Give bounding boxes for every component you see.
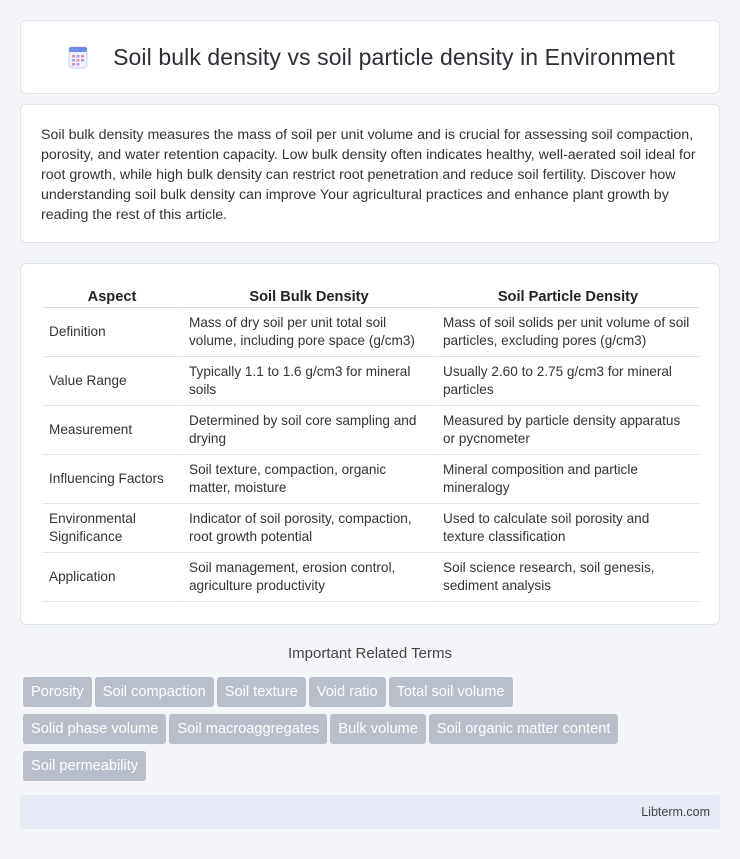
table-header-row xyxy=(43,282,699,308)
table-cell: Soil science research, soil genesis, sediment analysis xyxy=(435,553,699,602)
column-header: Aspect xyxy=(43,282,181,308)
header-card xyxy=(20,20,720,94)
table-row xyxy=(43,504,699,553)
table-cell: Usually 2.60 to 2.75 g/cm3 for mineral particles xyxy=(435,357,699,406)
table-cell: Mass of soil solids per unit volume of soil particles, excluding pores (g/cm3) xyxy=(435,308,699,357)
related-term-tag[interactable]: Total soil volume xyxy=(389,677,513,707)
column-header: Soil Particle Density xyxy=(435,282,699,308)
table-cell: Used to calculate soil porosity and texture classification xyxy=(435,504,699,553)
column-header: Soil Bulk Density xyxy=(181,282,435,308)
table-cell: Environmental Significance xyxy=(43,504,181,553)
intro-card xyxy=(20,104,720,243)
table-cell: Determined by soil core sampling and drying xyxy=(181,406,435,455)
table-cell: Indicator of soil porosity, compaction, root growth potential xyxy=(181,504,435,553)
table-cell: Measured by particle density apparatus or pycnometer xyxy=(435,406,699,455)
related-term-tag[interactable]: Porosity xyxy=(23,677,92,707)
table-cell: Soil texture, compaction, organic matter, moisture xyxy=(181,455,435,504)
footer-brand-link[interactable]: Libterm.com xyxy=(641,805,710,819)
table-row xyxy=(43,455,699,504)
page-title: Soil bulk density vs soil particle density in Environment xyxy=(113,43,675,70)
related-terms-title: Important Related Terms xyxy=(288,645,452,662)
related-terms-list xyxy=(23,677,723,788)
related-term-tag[interactable]: Soil compaction xyxy=(95,677,214,707)
related-term-tag[interactable]: Solid phase volume xyxy=(23,714,166,744)
table-cell: Influencing Factors xyxy=(43,455,181,504)
table-row xyxy=(43,406,699,455)
related-term-tag[interactable]: Soil organic matter content xyxy=(429,714,619,744)
table-cell: Mass of dry soil per unit total soil volume, including pore space (g/cm3) xyxy=(181,308,435,357)
table-cell: Value Range xyxy=(43,357,181,406)
table-cell: Definition xyxy=(43,308,181,357)
table-cell: Mineral composition and particle mineralogy xyxy=(435,455,699,504)
related-term-tag[interactable]: Soil permeability xyxy=(23,751,146,781)
related-term-tag[interactable]: Bulk volume xyxy=(330,714,426,744)
table-row xyxy=(43,553,699,602)
table-cell: Measurement xyxy=(43,406,181,455)
footer xyxy=(20,795,720,829)
document-icon xyxy=(65,44,91,70)
related-term-tag[interactable]: Soil macroaggregates xyxy=(169,714,327,744)
related-term-tag[interactable]: Soil texture xyxy=(217,677,306,707)
table-cell: Soil management, erosion control, agriculture productivity xyxy=(181,553,435,602)
comparison-table-card xyxy=(20,263,720,625)
intro-text: Soil bulk density measures the mass of soil per unit volume and is crucial for assessing soil compaction, porosity, and water retention capacity. Low bulk density often indicates healthy, well-aerated soil ideal for root growth, while high bulk density can restrict root penetration and reduce soil fertility. Discover how understanding soil bulk density can improve Your agricultural practices and enhance plant growth by reading the rest of this article. xyxy=(41,127,696,223)
table-cell: Application xyxy=(43,553,181,602)
comparison-table xyxy=(43,282,699,602)
table-row xyxy=(43,308,699,357)
related-term-tag[interactable]: Void ratio xyxy=(309,677,386,707)
table-row xyxy=(43,357,699,406)
table-cell: Typically 1.1 to 1.6 g/cm3 for mineral soils xyxy=(181,357,435,406)
